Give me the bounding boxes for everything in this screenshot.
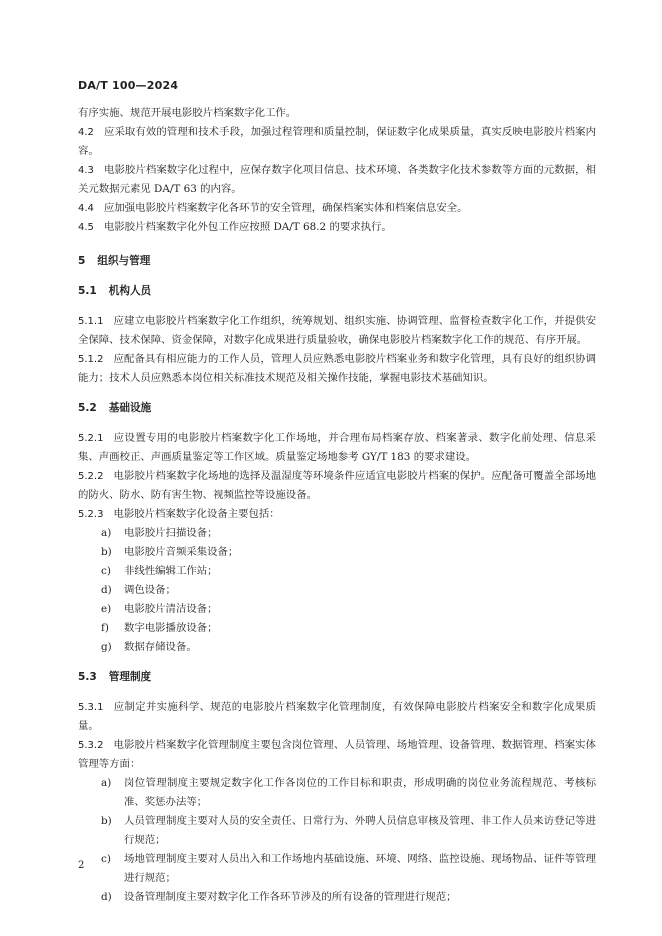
equipment-list	[78, 524, 596, 657]
document-id: DA/T 100—2024	[78, 79, 179, 92]
clause-number: 5.3.2	[78, 740, 104, 751]
list-item	[78, 619, 596, 638]
clause-number: 4.2	[78, 127, 94, 138]
list-item	[78, 524, 596, 543]
list-item	[78, 638, 596, 657]
list-text: 岗位管理制度主要规定数字化工作各岗位的工作目标和职责，形成明确的岗位业务流程规范、考核标准、奖惩办法等；	[124, 777, 596, 808]
clause-text: 电影胶片档案数字化管理制度主要包含岗位管理、人员管理、场地管理、设备管理、数据管理、档案实体管理等方面：	[78, 739, 596, 770]
clause-number: 4.4	[78, 203, 94, 214]
clause-4-4	[78, 199, 596, 218]
list-text: 人员管理制度主要对人员的安全责任、日常行为、外聘人员信息审核及管理、非工作人员来访登记等进行规范；	[124, 815, 596, 846]
list-item	[78, 543, 596, 562]
clause-4-3	[78, 161, 596, 199]
clause-text: 电影胶片档案数字化过程中，应保存数字化项目信息、技术环境、各类数字化技术参数等方面的元数据，相关元数据元素见 DA/T 63 的内容。	[78, 164, 596, 195]
list-item	[78, 581, 596, 600]
clause-5-1-1	[78, 312, 596, 350]
section-title: 基础设施	[108, 402, 152, 414]
list-marker: a)	[101, 777, 112, 789]
clause-text: 电影胶片档案数字化外包工作应按照 DA/T 68.2 的要求执行。	[103, 221, 392, 233]
clause-number: 4.5	[78, 222, 94, 233]
list-marker: f)	[101, 622, 109, 634]
list-text: 电影胶片音频采集设备；	[124, 546, 239, 558]
list-text: 电影胶片扫描设备；	[124, 527, 218, 539]
list-item	[78, 850, 596, 888]
list-text: 数据存储设备。	[124, 641, 197, 653]
clause-number: 5.1.2	[78, 354, 104, 365]
section-number: 5	[78, 255, 86, 267]
section-heading-5	[78, 252, 596, 271]
section-number: 5.3	[78, 671, 97, 683]
section-title: 机构人员	[108, 285, 152, 297]
management-list	[78, 774, 596, 907]
list-marker: b)	[101, 815, 112, 827]
list-text: 调色设备；	[124, 584, 176, 596]
list-item	[78, 562, 596, 581]
clause-5-2-3	[78, 505, 596, 524]
clause-text: 应采取有效的管理和技术手段，加强过程管理和质量控制，保证数字化成果质量，真实反映电影胶片档案内容。	[78, 126, 596, 157]
page-number: 2	[78, 860, 85, 871]
list-marker: e)	[101, 603, 112, 615]
list-text: 电影胶片清洁设备；	[124, 603, 218, 615]
clause-text: 应设置专用的电影胶片档案数字化工作场地，并合理布局档案存放、档案著录、数字化前处理、信息采集、声画校正、声画质量鉴定等工作区域。质量鉴定场地参考 GY/T 183 的要求建设。	[78, 432, 596, 463]
list-marker: c)	[101, 853, 111, 865]
clause-text: 应加强电影胶片档案数字化各环节的安全管理，确保档案实体和档案信息安全。	[103, 202, 468, 214]
list-marker: g)	[101, 641, 112, 653]
list-marker: d)	[101, 891, 112, 903]
list-text: 设备管理制度主要对数字化工作各环节涉及的所有设备的管理进行规范；	[124, 891, 457, 903]
clause-5-2-1	[78, 429, 596, 467]
clause-number: 5.3.1	[78, 702, 104, 713]
section-title: 组织与管理	[97, 255, 151, 267]
clause-5-2-2	[78, 467, 596, 505]
clause-text: 应制定并实施科学、规范的电影胶片档案数字化管理制度，有效保障电影胶片档案安全和数字化成果质量。	[78, 701, 596, 732]
section-title: 管理制度	[108, 671, 152, 683]
clause-text: 电影胶片档案数字化设备主要包括：	[113, 508, 280, 520]
clause-text: 电影胶片档案数字化场地的选择及温湿度等环境条件应适宜电影胶片档案的保护。应配备可覆盖全部场地的防火、防水、防有害生物、视频监控等设施设备。	[78, 470, 596, 501]
list-item	[78, 812, 596, 850]
page-body	[78, 104, 596, 907]
clause-4-2	[78, 123, 596, 161]
clause-5-1-2	[78, 350, 596, 388]
list-text: 非线性编辑工作站；	[124, 565, 218, 577]
list-item	[78, 888, 596, 907]
clause-5-3-1	[78, 698, 596, 736]
clause-number: 5.2.2	[78, 471, 104, 482]
clause-number: 5.2.1	[78, 433, 104, 444]
clause-4-5	[78, 218, 596, 237]
clause-5-3-2	[78, 736, 596, 774]
section-number: 5.2	[78, 402, 97, 414]
list-item	[78, 600, 596, 619]
clause-number: 5.1.1	[78, 316, 104, 327]
clause-number: 4.3	[78, 165, 94, 176]
section-heading-5-1	[78, 282, 596, 301]
list-marker: c)	[101, 565, 111, 577]
list-marker: a)	[101, 527, 112, 539]
list-marker: d)	[101, 584, 112, 596]
clause-text: 应建立电影胶片档案数字化工作组织，统筹规划、组织实施、协调管理、监督检查数字化工作，并提供安全保障、技术保障、资金保障，对数字化成果进行质量验收，确保电影胶片档案数字化工作的规范、有序开展。	[78, 315, 596, 346]
section-heading-5-2	[78, 399, 596, 418]
list-text: 数字电影播放设备；	[124, 622, 218, 634]
continued-paragraph: 有序实施、规范开展电影胶片档案数字化工作。	[78, 107, 297, 119]
section-number: 5.1	[78, 285, 97, 297]
clause-number: 5.2.3	[78, 509, 104, 520]
list-text: 场地管理制度主要对人员出入和工作场地内基础设施、环境、网络、监控设施、现场物品、证件等管理进行规范；	[124, 853, 596, 884]
list-item	[78, 774, 596, 812]
clause-text: 应配备具有相应能力的工作人员，管理人员应熟悉电影胶片档案业务和数字化管理，具有良好的组织协调能力；技术人员应熟悉本岗位相关标准技术规范及相关操作技能，掌握电影技术基础知识。	[78, 353, 596, 384]
section-heading-5-3	[78, 668, 596, 687]
list-marker: b)	[101, 546, 112, 558]
